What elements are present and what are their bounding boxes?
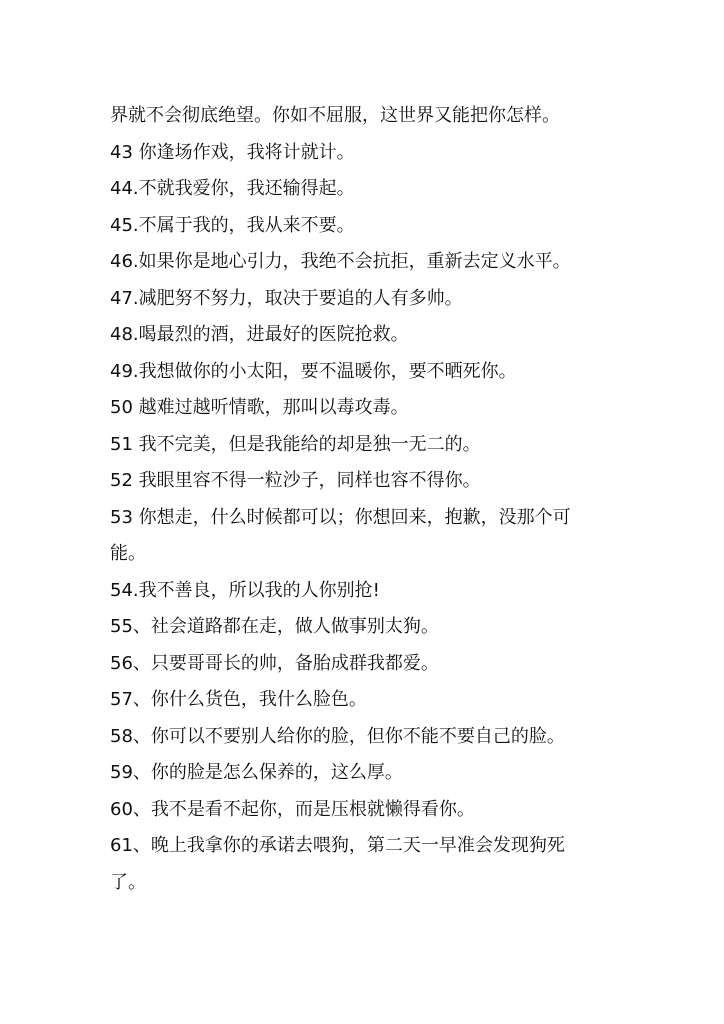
text-line: 59、你的脸是怎么保养的，这么厚。 <box>110 762 403 783</box>
text-line: 54.我不善良，所以我的人你别抢! <box>110 579 380 601</box>
text-line: 50 越难过越听情歌，那叫以毒攻毒。 <box>110 397 409 418</box>
text-line: 52 我眼里容不得一粒沙子，同样也容不得你。 <box>110 470 481 491</box>
text-line: 界就不会彻底绝望。你如不屈服，这世界又能把你怎样。 <box>110 105 560 126</box>
text-line: 57、你什么货色，我什么脸色。 <box>110 689 367 710</box>
text-line: 44.不就我爱你，我还输得起。 <box>110 178 355 199</box>
text-line: 58、你可以不要别人给你的脸，但你不能不要自己的脸。 <box>110 725 565 747</box>
text-line: 55、社会道路都在走，做人做事别太狗。 <box>110 616 439 637</box>
text-line: 了。 <box>110 871 146 893</box>
text-line: 能。 <box>110 543 146 564</box>
text-line: 53 你想走，什么时候都可以；你想回来，抱歉，没那个可 <box>110 506 571 528</box>
text-line: 47.减肥努不努力，取决于要追的人有多帅。 <box>110 287 463 309</box>
text-line: 48.喝最烈的酒，进最好的医院抢救。 <box>110 324 409 345</box>
document-body <box>110 98 620 901</box>
text-line: 61、晚上我拿你的承诺去喂狗，第二天一早准会发现狗死 <box>110 835 565 856</box>
text-line: 60、我不是看不起你，而是压根就懒得看你。 <box>110 798 475 820</box>
text-line: 49.我想做你的小太阳，要不温暖你，要不晒死你。 <box>110 360 517 382</box>
text-line: 51 我不完美，但是我能给的却是独一无二的。 <box>110 433 481 455</box>
text-line: 45.不属于我的，我从来不要。 <box>110 214 355 236</box>
text-line: 43 你逢场作戏，我将计就计。 <box>110 141 355 163</box>
text-line: 46.如果你是地心引力，我绝不会抗拒，重新去定义水平。 <box>110 251 571 272</box>
text-line: 56、只要哥哥长的帅，备胎成群我都爱。 <box>110 652 439 674</box>
